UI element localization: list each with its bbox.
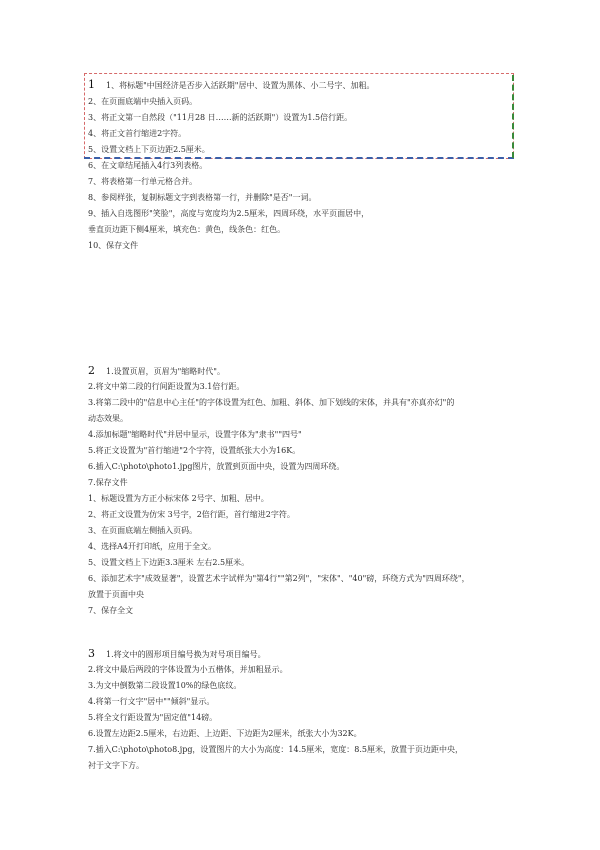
section2-line-15: 放置于页面中央 [88,590,144,599]
section2-line-12: 4、选择A4开打印纸，应用于全文。 [88,542,216,551]
section1-line-10: 垂直页边距下侧4厘米，填充色：黄色，线条色：红色。 [88,225,286,234]
section3-line-4: 4.将第一行文字"居中""倾斜"显示。 [88,697,215,706]
section2-line-9: 1、标题设置为方正小标宋体 2号字、加粗、居中。 [88,494,269,503]
section2-line-1: 2 1.设置页眉，页眉为"缩略时代"。 [88,364,225,377]
section3-line-1: 3 1.将文中的圆形项目编号换为对号项目编号。 [88,647,266,660]
section2-line-11: 3、在页面底端左侧插入页码。 [88,526,198,535]
section3-line-6: 6.设置左边距2.5厘米，右边距、上边距、下边距为2厘米，纸张大小为32K。 [88,729,362,738]
selection-frame-right-edge [512,75,514,158]
section1-line-5: 5、设置文档上下页边距2.5厘米。 [88,145,210,154]
section2-line-6: 5.将正文设置为"首行缩进"2个字符，设置纸张大小为16K。 [88,446,301,455]
section1-line-3: 3、将正文第一自然段（"11月28 日……新的活跃期"）设置为1.5倍行距。 [88,113,353,122]
section1-line-6: 6、在文章结尾插入4行3列表格。 [88,161,208,170]
section2-line-2: 2.将文中第二段的行间距设置为3.1倍行距。 [88,382,245,391]
section3-line-5: 5.将全文行距设置为"固定值"14磅。 [88,713,218,722]
section2-line-4: 动态效果。 [88,414,128,423]
section1-number: 1 [88,78,95,91]
section3-line-8: 衬于文字下方。 [88,761,144,770]
section1-line-11: 10、保存文件 [88,241,139,250]
section2-line-16: 7、保存全文 [88,606,134,615]
section2-line-10: 2、将正文设置为仿宋 3号字，2倍行距，首行缩进2字符。 [88,510,295,519]
section2-line-8: 7.保存文件 [88,478,128,487]
section3-line-2: 2.将文中最后两段的字体设置为小五楷体，并加粗显示。 [88,665,288,674]
section2-line-13: 5、设置文档上下边距3.3厘米 左右2.5厘米。 [88,558,250,567]
section2-line-5: 4.添加标题"缩略时代"并居中显示，设置字体为"隶书""四号" [88,430,302,439]
selection-frame-bottom-edge [84,157,514,159]
section2-number: 2 [88,364,95,377]
section2-line-14: 6、添加艺术字"成效显著"，设置艺术字试样为"第4行""第2列"，"宋体"、"40"磅，环绕方式为"四周环绕"， [88,574,470,583]
section3-line-7: 7.插入C:\photo\photo8.jpg，设置图片的大小为高度：14.5厘米，宽度：8.5厘米，放置于页边距中央， [88,745,463,754]
section1-line-9: 9、插入自选图形"笑脸"，高度与宽度均为2.5厘米，四周环绕，水平页面居中， [88,209,370,218]
section1-line-8: 8、参阅样张，复制标题文字到表格第一行，并删除"是否"一词。 [88,193,317,202]
section1-line-2: 2、在页面底端中央插入页码。 [88,97,198,106]
section3-number: 3 [88,647,95,660]
section3-line-3: 3.为文中倒数第二段设置10%的绿色底纹。 [88,681,242,690]
section1-line-7: 7、将表格第一行单元格合并。 [88,177,198,186]
section1-line-1: 1 1、将标题"中国经济是否步入活跃期"居中、设置为黑体、小二号字、加粗。 [88,78,375,91]
section2-line-7: 6.插入C:\photo\photo1.jpg图片，放置到页面中央，设置为四周环绕。 [88,462,345,471]
section1-line-4: 4、将正文首行缩进2字符。 [88,129,187,138]
section2-line-3: 3.将第二段中的"信息中心主任"的字体设置为红色、加粗、斜体、加下划线的宋体，并具有"亦真亦幻"的 [88,398,455,407]
